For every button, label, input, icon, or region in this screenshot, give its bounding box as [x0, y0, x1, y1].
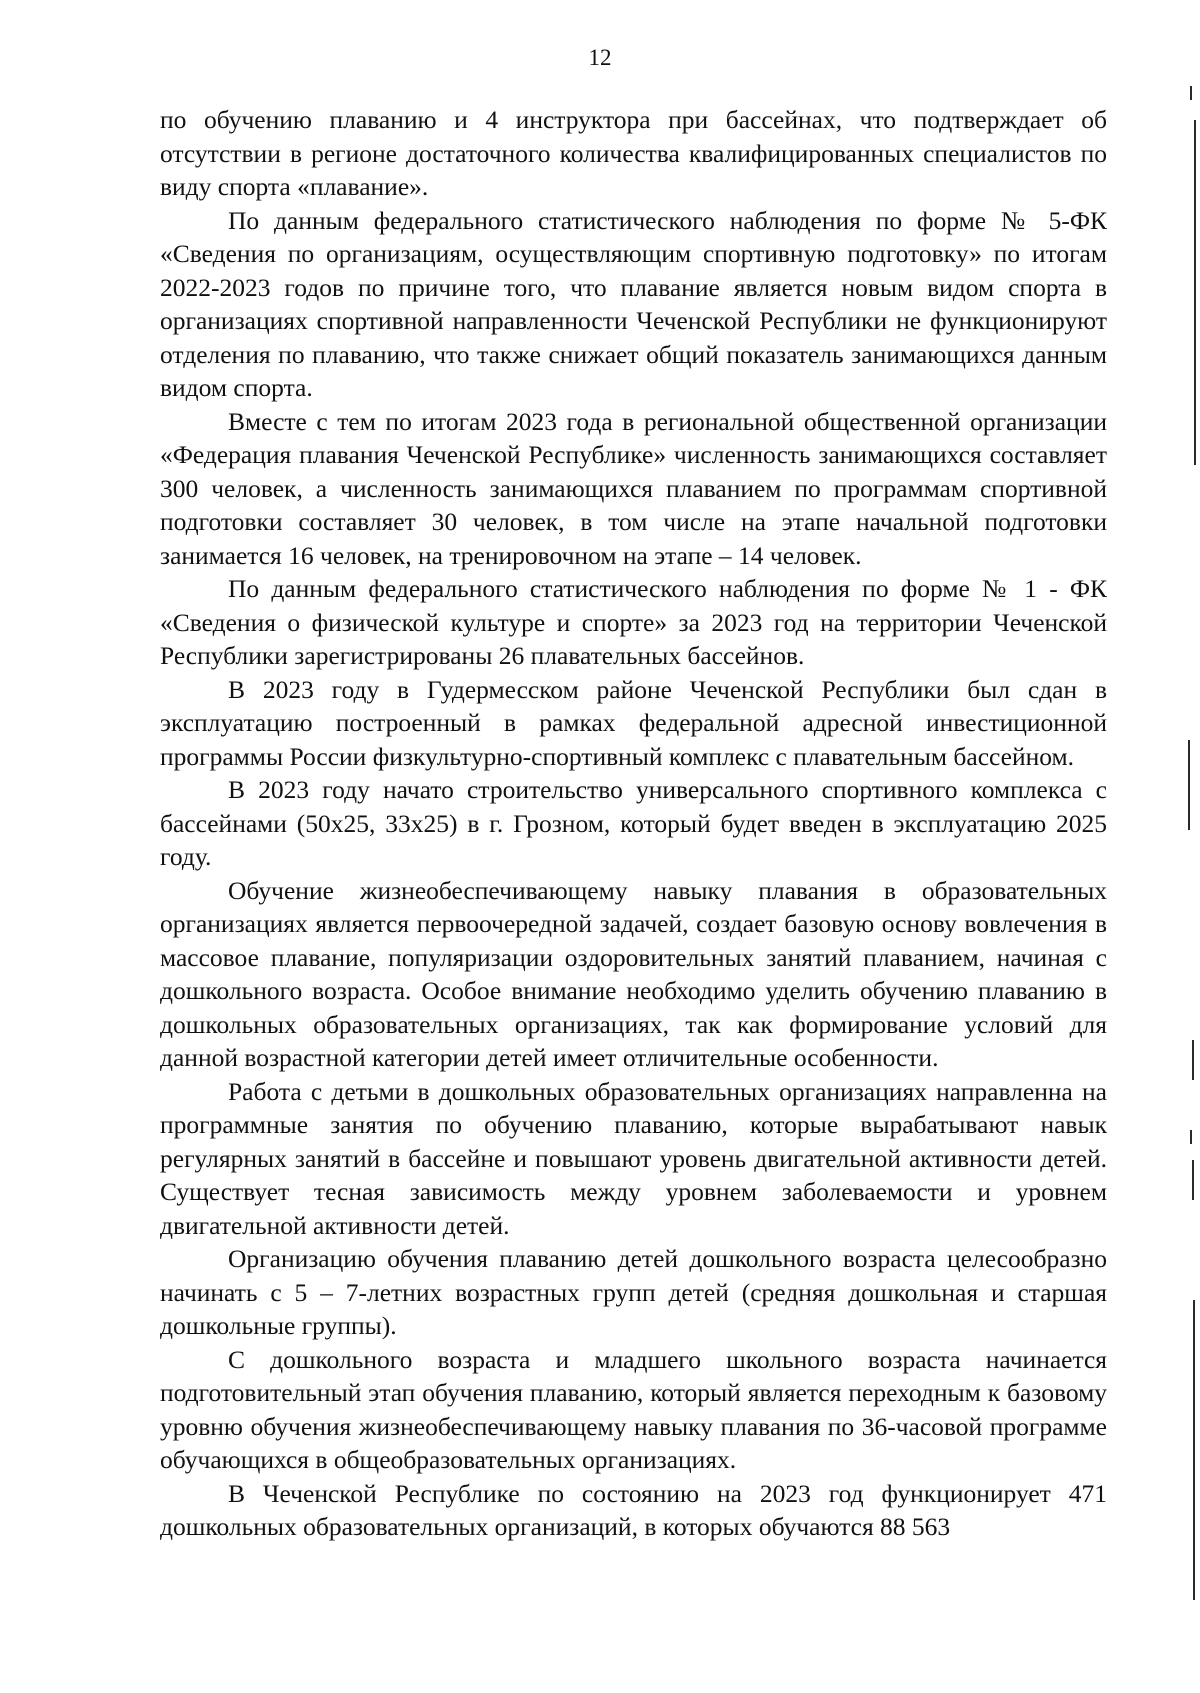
paragraph-8: Работа с детьми в дошкольных образовательных организациях направленна на программные занятия по обучению плаванию, которые вырабатывают навык регулярных занятий в бассейне и повышают уровень двигательной активности детей. Существует тесная зависимость между уровнем заболеваемости и уровнем двигательной активности детей.: [160, 1076, 1107, 1240]
paragraph-1: по обучению плаванию и 4 инструктора при бассейнах, что подтверждает об отсутствии в регионе достаточного количества квалифицированных специалистов по виду спорта «плавание».: [160, 105, 1107, 201]
paragraph-3: Вместе с тем по итогам 2023 года в региональной общественной организации «Федерация плавания Чеченской Республике» численность занимающихся составляет 300 человек, а численность занимающихся плаванием по программам спортивной подготовки составляет 30 человек, в том числе на этапе начальной подготовки занимается 16 человек, на тренировочном на этапе – 14 человек.: [160, 406, 1107, 570]
paragraph-4: По данным федерального статистического наблюдения по форме № 1 - ФК «Сведения о физической культуре и спорте» за 2023 год на территории Чеченской Республики зарегистрированы 26 плавательных бассейнов.: [160, 574, 1107, 670]
paragraph-5: В 2023 году в Гудермесском районе Чеченской Республики был сдан в эксплуатацию построенный в рамках федеральной адресной инвестиционной программы России физкультурно-спортивный комплекс с плавательным бассейном.: [160, 674, 1107, 771]
page-number: 12: [588, 45, 612, 70]
paragraph-6: В 2023 году начато строительство универсального спортивного комплекса с бассейнами (50x25, 33x25) в г. Грозном, который будет введен в эксплуатацию 2025 году.: [160, 775, 1107, 871]
paragraph-7: Обучение жизнеобеспечивающему навыку плавания в образовательных организациях является первоочередной задачей, создает базовую основу вовлечения в массовое плавание, популяризации оздоровительных занятий плаванием, начиная с дошкольного возраста. Особое внимание необходимо уделить обучению плаванию в дошкольных образовательных организациях, так как формирование условий для данной возрастной категории детей имеет отличительные особенности.: [160, 875, 1107, 1072]
paragraph-2: По данным федерального статистического наблюдения по форме № 5-ФК «Сведения по организациям, осуществляющим спортивную подготовку» по итогам 2022-2023 годов по причине того, что плавание является новым видом спорта в организациях спортивной направленности Чеченской Республики не функционируют отделения по плаванию, что также снижает общий показатель занимающихся данным видом спорта.: [160, 205, 1107, 402]
document-body: [160, 103, 1107, 1544]
scan-edge-mark: [1192, 1160, 1194, 1200]
paragraph-10: С дошкольного возраста и младшего школьного возраста начинается подготовительный этап обучения плаванию, который является переходным к базовому уровню обучения жизнеобеспечивающему навыку плавания по 36-часовой программе обучающихся в общеобразовательных организациях.: [160, 1344, 1107, 1474]
scan-edge-mark: [1194, 120, 1196, 465]
paragraph-9: Организацию обучения плаванию детей дошкольного возраста целесообразно начинать с 5 – 7-летних возрастных групп детей (средняя дошкольная и старшая дошкольные группы).: [160, 1244, 1107, 1340]
paragraph-11: В Чеченской Республике по состоянию на 2023 год функционирует 471 дошкольных образовательных организаций, в которых обучаются 88 563: [160, 1478, 1107, 1541]
scan-edge-mark: [1190, 1130, 1192, 1144]
scan-edge-mark: [1190, 86, 1192, 100]
scan-edge-mark: [1193, 1300, 1195, 1600]
scan-edge-mark: [1188, 740, 1190, 830]
scan-edge-mark: [1192, 1040, 1194, 1080]
